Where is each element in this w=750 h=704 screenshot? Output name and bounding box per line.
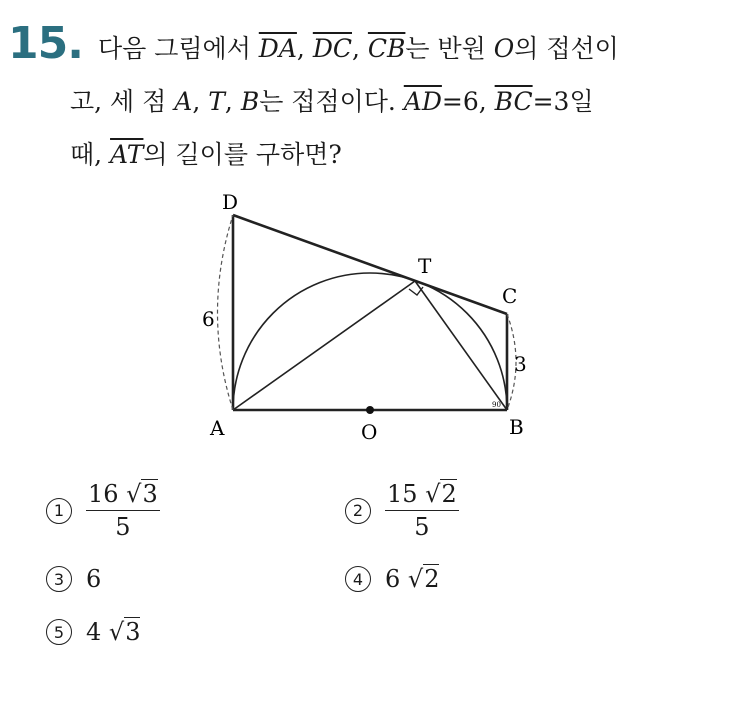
label-t: T [418, 254, 432, 278]
stem-text: 고, 세 점 [70, 87, 175, 116]
geometry-figure [180, 185, 550, 445]
stem-text: , [296, 34, 313, 63]
denominator: 5 [115, 513, 131, 541]
segment-cb: $\overline{CB}$ [367, 34, 406, 63]
choice-4[interactable] [345, 565, 439, 593]
choice-2[interactable] [345, 480, 459, 541]
label-c: C [502, 284, 518, 308]
stem-text: , [192, 87, 209, 116]
length-label-ad: 6 [202, 307, 215, 331]
point-b: B [240, 87, 260, 116]
semicircle [233, 273, 507, 410]
length-label-bc: 3 [514, 352, 527, 376]
stem-line-1 [98, 34, 619, 63]
choice-value: $\frac{15 √2}{5}$ [387, 480, 457, 541]
choice-value: $\frac{16 √3}{5}$ [88, 480, 158, 541]
stem-line-3 [70, 128, 738, 181]
stem-text: 는 반원 [405, 34, 494, 63]
segment-dc-line [233, 215, 507, 314]
center-dot-o [366, 406, 374, 414]
radicand: 2 [441, 480, 457, 508]
numerator: 16 [88, 480, 119, 508]
stem-text: 다음 그림에서 [98, 34, 259, 63]
label-a: A [210, 416, 225, 440]
stem-text: , [352, 34, 368, 63]
stem-text: =3일 [532, 87, 594, 116]
stem-text: 의 길이를 구하면? [143, 140, 342, 169]
stem-text: =6, [441, 87, 495, 116]
label-o: O [361, 420, 378, 444]
choice-5[interactable] [46, 618, 140, 646]
radicand: 3 [142, 480, 158, 508]
segment-ad: $\overline{AD}$ [403, 87, 442, 116]
stem-text: , [224, 87, 241, 116]
segment-da: $\overline{DA}$ [258, 34, 297, 63]
segment-at: $\overline{AT}$ [110, 140, 144, 169]
point-t: T [208, 87, 225, 116]
question-number: 15. [8, 18, 83, 69]
radicand: 2 [424, 565, 440, 593]
stem-text: 의 접선이 [514, 34, 619, 63]
choice-mark: 5 [46, 619, 72, 645]
radicand: 3 [125, 618, 141, 646]
label-b: B [509, 415, 524, 439]
choice-mark: 1 [46, 498, 72, 524]
segment-tb-line [415, 281, 507, 410]
point-o: O [493, 34, 515, 63]
choice-mark: 3 [46, 566, 72, 592]
stem-line-2 [70, 75, 738, 128]
choice-mark: 4 [345, 566, 371, 592]
label-d: D [222, 190, 239, 214]
segment-dc: $\overline{DC}$ [312, 34, 352, 63]
question-stem [70, 22, 738, 181]
segment-at-line [233, 281, 415, 410]
choice-value: 6 √2 [385, 565, 440, 593]
choice-value: 4 √3 [86, 618, 141, 646]
choice-1[interactable] [46, 480, 160, 541]
choice-value: 6 [86, 565, 102, 593]
coefficient: 6 [385, 565, 401, 593]
length-arc-ad [218, 215, 234, 410]
coefficient: 4 [86, 618, 102, 646]
choice-3[interactable] [46, 565, 101, 593]
numerator: 15 [387, 480, 418, 508]
point-a: A [174, 87, 193, 116]
denominator: 5 [414, 513, 430, 541]
segment-bc: $\overline{BC}$ [494, 87, 533, 116]
right-angle-label-b: 90 [492, 401, 501, 409]
stem-text: 때, [70, 140, 111, 169]
choice-mark: 2 [345, 498, 371, 524]
stem-text: 는 접점이다. [259, 87, 404, 116]
